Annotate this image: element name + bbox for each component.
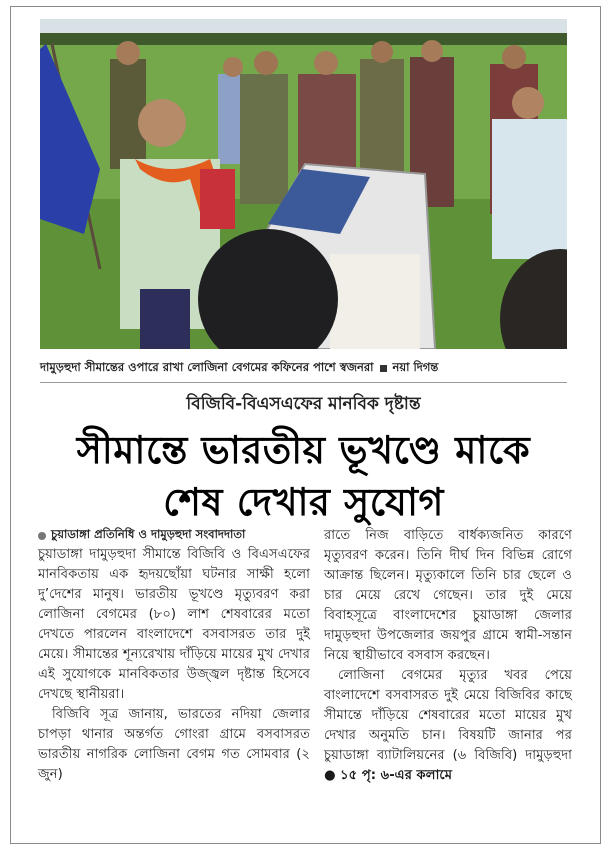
article-column-left bbox=[38, 545, 310, 785]
headline-line-1: সীমান্তে ভারতীয় ভূখণ্ডে মাকে bbox=[76, 428, 531, 472]
article-paragraph: রাতে নিজ বাড়িতে বার্ধক্যজনিত কারণে মৃত্যুবরণ করেন। তিনি দীর্ঘ দিন বিভিন্ন রোগে আক্রান্ত ছিলেন। মৃত্যুকালে তিনি চার ছেলে ও চার মেয়ে রেখে গেছেন। তার দুই মেয়ে বিবাহসূত্রে বাংলাদেশের চুয়াডাঙ্গা জেলার দামুড়হুদা উপজেলার জয়পুর গ্রামে স্বামী-সন্তান নিয়ে স্থায়ীভাবে বসবাস করছেন। bbox=[324, 528, 572, 663]
jump-text: ১৫ পৃ: ৬-এর কলামে bbox=[340, 768, 453, 783]
caption-credit: নয়া দিগন্ত bbox=[392, 359, 439, 374]
caption-text: দামুড়হুদা সীমান্তের ওপারে রাখা লোজিনা বেগমের কফিনের পাশে স্বজনরা bbox=[40, 359, 374, 374]
news-photo bbox=[40, 19, 567, 349]
article-paragraph-text: লোজিনা বেগমের মৃত্যুর খবর পেয়ে বাংলাদেশে বসবাসরত দুই মেয়ে বিজিবির কাছে সীমান্তে দাঁড়িয়ে শেষবারের মতো মায়ের মুখ দেখার অনুমতি চান। বিষয়টি জানার পর চুয়াডাঙ্গা ব্যাটালিয়নের (৬ বিজিবি) দামুড়হুদা bbox=[324, 668, 572, 763]
square-bullet-icon bbox=[380, 365, 387, 372]
bullet-dot-icon bbox=[38, 532, 46, 540]
photo-caption bbox=[40, 358, 567, 378]
article-kicker: বিজিবি-বিএসএফের মানবিক দৃষ্টান্ত bbox=[186, 394, 421, 414]
continuation-jump-line: ● ১৫ পৃ: ৬-এর কলামে bbox=[324, 768, 453, 783]
divider-line bbox=[40, 382, 567, 383]
article-paragraph bbox=[324, 666, 572, 786]
byline-text: চুয়াডাঙ্গা প্রতিনিধি ও দামুড়হুদা সংবাদদাতা bbox=[51, 527, 246, 541]
article-paragraph: চুয়াডাঙ্গা দামুড়হুদা সীমান্তে বিজিবি ও বিএসএফের মানবিকতায় এক হৃদয়ছোঁয়া ঘটনার সাক্ষী হলো দু’দেশের মানুষ। ভারতীয় ভূখণ্ডে মৃত্যুবরণ করা লোজিনা বেগমের (৮০) লাশ শেষবারের মতো দেখতে পারলেন বাংলাদেশে বসবাসরত তার দুই মেয়ে। সীমান্তের শূন্যরেখায় দাঁড়িয়ে মায়ের মুখ দেখার এই সুযোগকে মানবিকতার উজ্জ্বল দৃষ্টান্ত হিসেবে দেখছে স্থানীয়রা। bbox=[38, 547, 310, 702]
photo-image bbox=[40, 19, 567, 349]
headline-line-2: শেষ দেখার সুযোগ bbox=[163, 480, 444, 524]
article-paragraph: বিজিবি সূত্র জানায়, ভারতের নদিয়া জেলার চাপড়া থানার অন্তর্গত গোংরা গ্রামে বসবাসরত ভারতীয় নাগরিক লোজিনা বেগম গত সোমবার (২ জুন) bbox=[38, 707, 310, 782]
article-column-right bbox=[324, 526, 572, 786]
byline bbox=[38, 526, 310, 545]
